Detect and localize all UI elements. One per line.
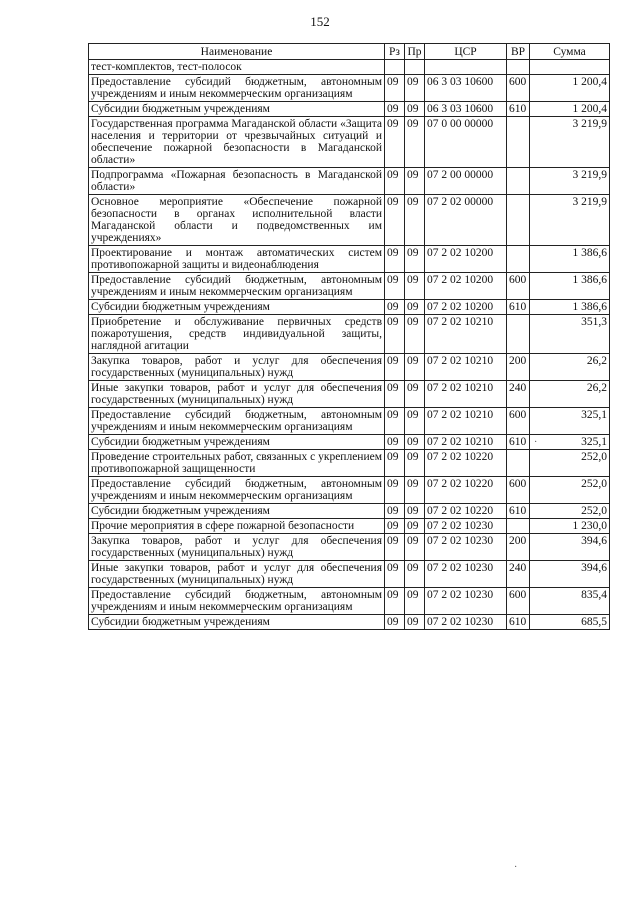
row-rz: 09 <box>385 117 405 168</box>
table-row <box>89 168 610 195</box>
continuation-row <box>89 60 610 75</box>
row-pr: 09 <box>405 588 425 615</box>
row-sum: 351,3 <box>530 315 610 354</box>
scan-speck: · <box>514 862 518 873</box>
row-csr: 07 2 02 10230 <box>425 561 507 588</box>
row-sum: 1 386,6 <box>530 246 610 273</box>
row-vr: 610 <box>507 102 530 117</box>
table-row <box>89 504 610 519</box>
row-rz: 09 <box>385 450 405 477</box>
row-rz: 09 <box>385 75 405 102</box>
table-row <box>89 102 610 117</box>
row-csr: 07 2 02 10230 <box>425 615 507 630</box>
row-pr: 09 <box>405 273 425 300</box>
row-vr: 600 <box>507 273 530 300</box>
table-row <box>89 195 610 246</box>
row-vr <box>507 117 530 168</box>
row-name: Иные закупки товаров, работ и услуг для обеспечения государственных (муниципальных) нужд <box>89 561 385 588</box>
row-rz: 09 <box>385 534 405 561</box>
row-vr: 610 <box>507 615 530 630</box>
empty-cell <box>507 60 530 75</box>
row-pr: 09 <box>405 519 425 534</box>
row-sum: 1 230,0 <box>530 519 610 534</box>
header-rz: Рз <box>385 44 405 60</box>
table-row <box>89 588 610 615</box>
row-name: Предоставление субсидий бюджетным, автономным учреждениям и иным некоммерческим организациям <box>89 273 385 300</box>
row-rz: 09 <box>385 588 405 615</box>
row-rz: 09 <box>385 519 405 534</box>
row-rz: 09 <box>385 315 405 354</box>
row-rz: 09 <box>385 168 405 195</box>
row-csr: 07 2 02 10220 <box>425 450 507 477</box>
row-name: Государственная программа Магаданской области «Защита населения и территории от чрезвычайных ситуаций и обеспечение пожарной безопасности в Магаданской области» <box>89 117 385 168</box>
row-sum: 252,0 <box>530 450 610 477</box>
row-csr: 07 2 02 10230 <box>425 588 507 615</box>
table-row <box>89 246 610 273</box>
empty-cell <box>425 60 507 75</box>
row-rz: 09 <box>385 477 405 504</box>
row-csr: 07 2 02 10200 <box>425 300 507 315</box>
row-vr <box>507 315 530 354</box>
row-vr <box>507 519 530 534</box>
row-name: Предоставление субсидий бюджетным, автономным учреждениям и иным некоммерческим организациям <box>89 75 385 102</box>
row-rz: 09 <box>385 195 405 246</box>
row-pr: 09 <box>405 300 425 315</box>
row-pr: 09 <box>405 117 425 168</box>
row-pr: 09 <box>405 168 425 195</box>
row-vr <box>507 246 530 273</box>
row-csr: 07 2 02 10210 <box>425 354 507 381</box>
row-sum: 685,5 <box>530 615 610 630</box>
row-vr: 600 <box>507 75 530 102</box>
row-name: Проведение строительных работ, связанных с укреплением противопожарной защищенности <box>89 450 385 477</box>
row-vr: 600 <box>507 588 530 615</box>
row-name: Закупка товаров, работ и услуг для обеспечения государственных (муниципальных) нужд <box>89 534 385 561</box>
table-row <box>89 534 610 561</box>
row-name: Предоставление субсидий бюджетным, автономным учреждениям и иным некоммерческим организациям <box>89 477 385 504</box>
table-row <box>89 561 610 588</box>
page-number: 152 <box>310 14 330 29</box>
row-rz: 09 <box>385 300 405 315</box>
table-row <box>89 519 610 534</box>
row-vr <box>507 195 530 246</box>
row-pr: 09 <box>405 408 425 435</box>
row-pr: 09 <box>405 195 425 246</box>
row-name: Предоставление субсидий бюджетным, автономным учреждениям и иным некоммерческим организациям <box>89 408 385 435</box>
row-csr: 07 2 02 10200 <box>425 273 507 300</box>
header-name: Наименование <box>89 44 385 60</box>
table-row <box>89 435 610 450</box>
row-vr <box>507 168 530 195</box>
table-row <box>89 300 610 315</box>
row-vr: 600 <box>507 477 530 504</box>
row-rz: 09 <box>385 561 405 588</box>
row-pr: 09 <box>405 561 425 588</box>
row-pr: 09 <box>405 354 425 381</box>
row-vr: 610 <box>507 504 530 519</box>
row-pr: 09 <box>405 435 425 450</box>
row-sum: 26,2 <box>530 381 610 408</box>
row-vr <box>507 450 530 477</box>
row-sum: 3 219,9 <box>530 195 610 246</box>
row-pr: 09 <box>405 534 425 561</box>
row-rz: 09 <box>385 615 405 630</box>
row-name: Прочие мероприятия в сфере пожарной безопасности <box>89 519 385 534</box>
row-name: Предоставление субсидий бюджетным, автономным учреждениям и иным некоммерческим организациям <box>89 588 385 615</box>
header-csr: ЦСР <box>425 44 507 60</box>
row-sum: 252,0 <box>530 477 610 504</box>
row-rz: 09 <box>385 381 405 408</box>
row-pr: 09 <box>405 315 425 354</box>
row-name: Приобретение и обслуживание первичных средств пожаротушения, средств индивидуальной защиты, наглядной агитации <box>89 315 385 354</box>
table-row <box>89 117 610 168</box>
row-name: Иные закупки товаров, работ и услуг для обеспечения государственных (муниципальных) нужд <box>89 381 385 408</box>
row-sum: 3 219,9 <box>530 117 610 168</box>
row-sum: 325,1 <box>530 435 610 450</box>
row-sum: 835,4 <box>530 588 610 615</box>
row-sum: 325,1 <box>530 408 610 435</box>
row-sum: 1 386,6 <box>530 273 610 300</box>
row-csr: 07 2 02 10200 <box>425 246 507 273</box>
row-name: Проектирование и монтаж автоматических систем противопожарной защиты и видеонаблюдения <box>89 246 385 273</box>
row-sum: 3 219,9 <box>530 168 610 195</box>
table-row <box>89 408 610 435</box>
table-row <box>89 75 610 102</box>
row-name: Субсидии бюджетным учреждениям <box>89 435 385 450</box>
row-sum: 394,6 <box>530 534 610 561</box>
table-row <box>89 615 610 630</box>
row-name: Подпрограмма «Пожарная безопасность в Магаданской области» <box>89 168 385 195</box>
header-pr: Пр <box>405 44 425 60</box>
row-pr: 09 <box>405 246 425 273</box>
row-csr: 07 2 02 10220 <box>425 504 507 519</box>
row-csr: 07 2 02 10210 <box>425 315 507 354</box>
row-vr: 610 <box>507 435 530 450</box>
table-row <box>89 477 610 504</box>
row-vr: 610 <box>507 300 530 315</box>
empty-cell <box>530 60 610 75</box>
row-csr: 07 2 02 10230 <box>425 534 507 561</box>
row-name: Субсидии бюджетным учреждениям <box>89 504 385 519</box>
scan-speck: · <box>534 437 538 448</box>
row-csr: 07 2 02 10210 <box>425 381 507 408</box>
row-name: Основное мероприятие «Обеспечение пожарной безопасности в органах исполнительной власти Магаданской области и подведомственных им учреждениях» <box>89 195 385 246</box>
row-csr: 07 2 00 00000 <box>425 168 507 195</box>
row-pr: 09 <box>405 615 425 630</box>
row-csr: 06 3 03 10600 <box>425 75 507 102</box>
table-header <box>89 44 610 60</box>
row-rz: 09 <box>385 435 405 450</box>
row-csr: 07 2 02 10230 <box>425 519 507 534</box>
row-pr: 09 <box>405 381 425 408</box>
row-name: Субсидии бюджетным учреждениям <box>89 300 385 315</box>
table-row <box>89 273 610 300</box>
row-sum: 252,0 <box>530 504 610 519</box>
row-pr: 09 <box>405 102 425 117</box>
row-csr: 07 2 02 00000 <box>425 195 507 246</box>
row-sum: 1 200,4 <box>530 102 610 117</box>
row-pr: 09 <box>405 75 425 102</box>
row-rz: 09 <box>385 408 405 435</box>
row-vr: 200 <box>507 534 530 561</box>
table-row <box>89 354 610 381</box>
header-row <box>89 44 610 60</box>
continuation-text: тест-комплектов, тест-полосок <box>89 60 385 75</box>
row-csr: 07 2 02 10210 <box>425 435 507 450</box>
row-sum: 394,6 <box>530 561 610 588</box>
row-rz: 09 <box>385 354 405 381</box>
table-row <box>89 315 610 354</box>
row-sum: 1 386,6 <box>530 300 610 315</box>
row-csr: 07 2 02 10210 <box>425 408 507 435</box>
row-csr: 07 0 00 00000 <box>425 117 507 168</box>
row-csr: 07 2 02 10220 <box>425 477 507 504</box>
row-sum: 1 200,4 <box>530 75 610 102</box>
table-row <box>89 381 610 408</box>
table-row <box>89 450 610 477</box>
row-rz: 09 <box>385 102 405 117</box>
budget-table <box>88 43 610 630</box>
header-vr: ВР <box>507 44 530 60</box>
row-name: Субсидии бюджетным учреждениям <box>89 615 385 630</box>
header-sum: Сумма <box>530 44 610 60</box>
row-rz: 09 <box>385 504 405 519</box>
row-name: Субсидии бюджетным учреждениям <box>89 102 385 117</box>
empty-cell <box>405 60 425 75</box>
row-sum: 26,2 <box>530 354 610 381</box>
table-body <box>89 60 610 630</box>
row-pr: 09 <box>405 504 425 519</box>
row-vr: 600 <box>507 408 530 435</box>
row-rz: 09 <box>385 273 405 300</box>
row-rz: 09 <box>385 246 405 273</box>
row-csr: 06 3 03 10600 <box>425 102 507 117</box>
empty-cell <box>385 60 405 75</box>
row-pr: 09 <box>405 450 425 477</box>
row-vr: 240 <box>507 561 530 588</box>
row-vr: 240 <box>507 381 530 408</box>
row-name: Закупка товаров, работ и услуг для обеспечения государственных (муниципальных) нужд <box>89 354 385 381</box>
row-pr: 09 <box>405 477 425 504</box>
row-vr: 200 <box>507 354 530 381</box>
